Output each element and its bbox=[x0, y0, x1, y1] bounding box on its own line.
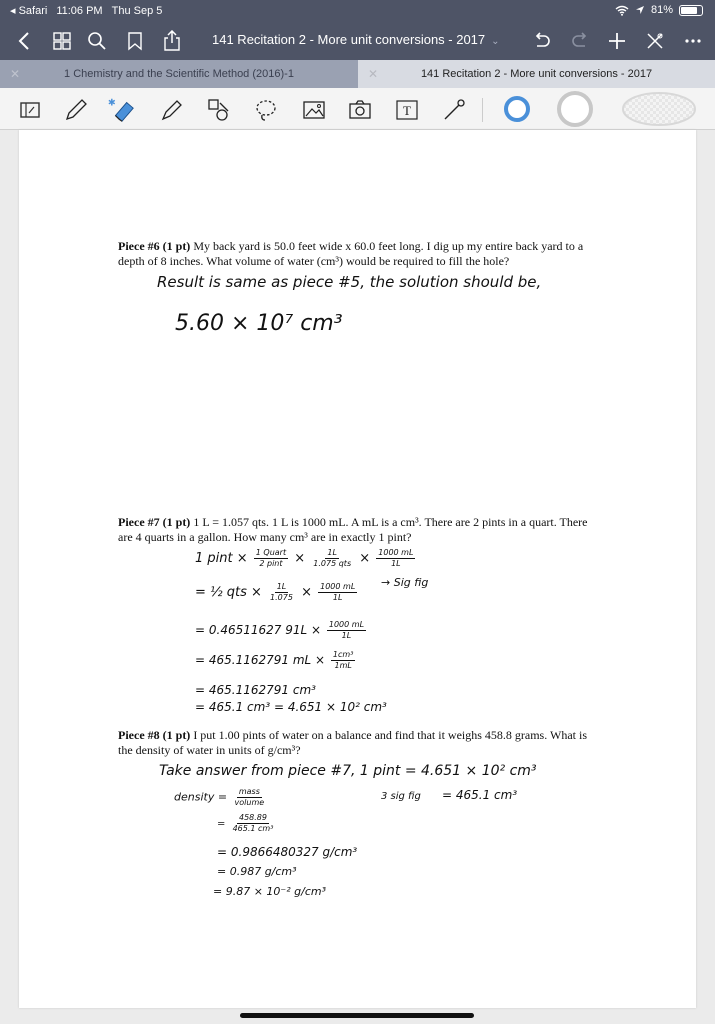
fraction-numerator: 1000 mL bbox=[328, 620, 365, 629]
search-icon[interactable] bbox=[85, 29, 109, 53]
piece-7-step-3 bbox=[195, 620, 368, 641]
tab-label: 1 Chemistry and the Scientific Method (2016)-1 bbox=[64, 68, 294, 80]
fraction-numerator: 1L bbox=[276, 582, 287, 591]
laser-pointer-icon[interactable] bbox=[440, 96, 468, 124]
annotation-toolbar bbox=[0, 88, 715, 130]
status-bar bbox=[0, 0, 715, 22]
shapes-tool-icon[interactable] bbox=[205, 96, 233, 124]
pen-tool-icon[interactable] bbox=[62, 96, 90, 124]
fraction-numerator: 1cm³ bbox=[332, 650, 354, 659]
piece-7-heading: Piece #7 (1 pt) bbox=[118, 515, 191, 529]
tab-recitation-2[interactable] bbox=[358, 60, 715, 88]
bookmark-icon[interactable] bbox=[123, 29, 147, 53]
tab-label: 141 Recitation 2 - More unit conversions - 2017 bbox=[420, 68, 653, 80]
fraction-denominator: 465.1 cm³ bbox=[232, 824, 274, 833]
piece-7-step-6: = 465.1 cm³ = 4.651 × 10² cm³ bbox=[195, 700, 387, 714]
battery-level bbox=[681, 7, 697, 14]
piece-7-step-5: = 465.1162791 cm³ bbox=[195, 683, 316, 697]
piece-7-step-1: 1 pint × $\frac{\text{1 Quart}}{\text{2 pint}}$ × $\frac{1L}{\text{1.075 qts}}$ × $\frac{1000 mL}{1L}$ bbox=[195, 548, 414, 568]
text-tool-icon[interactable] bbox=[393, 96, 421, 124]
piece-8-result-1: = 0.9866480327 g/cm³ bbox=[217, 845, 358, 859]
step-text: = 465.1162791 mL × bbox=[195, 653, 326, 667]
piece-8-result-3: = 9.87 × 10⁻² g/cm³ bbox=[213, 885, 326, 898]
piece-8-heading: Piece #8 (1 pt) bbox=[118, 728, 191, 742]
toolbar-divider bbox=[482, 98, 483, 122]
camera-tool-icon[interactable] bbox=[346, 96, 374, 124]
piece-8-result-2: = 0.987 g/cm³ bbox=[217, 865, 297, 878]
piece-8-substitution: = $\frac{458.89}{\text{465.1 cm³}}$ bbox=[217, 813, 274, 833]
density-label: density = bbox=[174, 790, 228, 804]
highlighter-tool-icon[interactable] bbox=[158, 96, 186, 124]
battery-percent: 81% bbox=[650, 4, 673, 16]
fraction-denominator: 2 pint bbox=[259, 559, 283, 568]
fraction bbox=[233, 787, 267, 808]
location-icon bbox=[635, 5, 645, 15]
grid-view-icon[interactable] bbox=[50, 29, 74, 53]
piece-7-step-4 bbox=[195, 650, 357, 671]
title-chevron-icon: ⌄ bbox=[491, 36, 500, 47]
fraction bbox=[231, 813, 276, 834]
wifi-icon bbox=[615, 5, 629, 16]
fraction-numerator: 1000 mL bbox=[320, 582, 356, 591]
piece-8-line-1: Take answer from piece #7, 1 pint = 4.651 × 10² cm³ bbox=[159, 763, 537, 779]
svg-text:✱: ✱ bbox=[108, 97, 116, 109]
fraction-denominator: 1L bbox=[341, 631, 352, 640]
magic-tools-icon[interactable] bbox=[643, 29, 667, 53]
nav-bar bbox=[0, 22, 715, 60]
step-text: = ½ qts × bbox=[195, 585, 262, 600]
fraction-denominator: 1mL bbox=[334, 661, 352, 670]
fraction bbox=[327, 620, 366, 641]
image-tool-icon[interactable] bbox=[300, 96, 328, 124]
piece-6-question bbox=[118, 239, 603, 268]
step-text: = 0.46511627 91L × bbox=[195, 623, 322, 637]
fraction-denominator: 1L bbox=[332, 593, 343, 602]
step-text: 1 pint × bbox=[195, 551, 248, 566]
eraser-tool-icon[interactable] bbox=[108, 96, 136, 124]
piece-6-answer-value: 5.60 × 10⁷ cm³ bbox=[175, 311, 343, 336]
fraction-denominator: volume bbox=[234, 798, 265, 807]
fraction bbox=[268, 582, 295, 603]
text-tool-glyph: T bbox=[403, 103, 411, 118]
fraction-denominator: 1L bbox=[391, 559, 401, 568]
piece-6-answer-line-1: Result is same as piece #5, the solution should be, bbox=[157, 273, 542, 291]
read-only-icon[interactable] bbox=[16, 96, 44, 124]
color-swatch-transparent[interactable] bbox=[620, 90, 698, 128]
piece-7-step-2: = ½ qts × $\frac{1L}{1.075}$ × $\frac{1000 mL}{1L}$ bbox=[195, 582, 356, 602]
back-chevron-icon[interactable] bbox=[12, 29, 36, 53]
sig-fig-note-3: 3 sig fig bbox=[381, 791, 421, 802]
piece-7-question bbox=[118, 515, 603, 544]
document-tab-bar bbox=[0, 60, 715, 88]
fraction bbox=[311, 548, 353, 569]
undo-icon[interactable] bbox=[530, 29, 554, 53]
fraction-denominator: 1.075 bbox=[270, 593, 293, 602]
more-icon[interactable] bbox=[681, 29, 705, 53]
piece-8-question bbox=[118, 728, 603, 757]
volume-note: = 465.1 cm³ bbox=[442, 788, 518, 802]
add-icon[interactable] bbox=[605, 29, 629, 53]
document-page[interactable] bbox=[19, 130, 696, 1008]
fraction-denominator: 1.075 qts bbox=[313, 559, 352, 568]
close-tab-icon[interactable]: ✕ bbox=[10, 67, 21, 81]
fraction-numerator: 1 Quart bbox=[255, 548, 287, 557]
fraction-numerator: mass bbox=[238, 787, 260, 796]
piece-6-text: My back yard is 50.0 feet wide x 60.0 feet long. I dig up my entire back yard to a depth of 8 inches. What volume of water (cm³) would be required to fill the hole? bbox=[118, 239, 584, 268]
color-swatch-white[interactable] bbox=[556, 90, 594, 128]
back-to-app-link[interactable]: ◂ Safari bbox=[10, 5, 48, 17]
home-indicator[interactable] bbox=[240, 1013, 474, 1018]
fraction-numerator: 1000 mL bbox=[378, 548, 414, 557]
fraction bbox=[318, 582, 357, 603]
lasso-tool-icon[interactable] bbox=[252, 96, 280, 124]
share-icon[interactable] bbox=[160, 29, 184, 53]
status-date: Thu Sep 5 bbox=[111, 4, 163, 17]
fraction-numerator: 458.89 bbox=[238, 813, 267, 822]
piece-8-text: I put 1.00 pints of water on a balance and find that it weighs 458.8 grams. What is the density of water in units of g/cm³? bbox=[118, 728, 588, 757]
fraction bbox=[376, 548, 415, 569]
piece-8-density-formula bbox=[174, 787, 268, 808]
color-swatch-blue[interactable] bbox=[502, 94, 532, 124]
fraction bbox=[254, 548, 288, 569]
document-title-text: 141 Recitation 2 - More unit conversions - 2017 bbox=[212, 32, 486, 47]
redo-icon[interactable] bbox=[568, 29, 592, 53]
document-title[interactable] bbox=[212, 32, 500, 47]
piece-6-heading: Piece #6 (1 pt) bbox=[118, 239, 191, 253]
status-time: 11:06 PM bbox=[56, 4, 103, 17]
piece-7-text: 1 L = 1.057 qts. 1 L is 1000 mL. A mL is a cm³. There are 2 pints in a quart. There are 4 quarts in a gallon. How many cm³ are in exactly 1 pint? bbox=[118, 515, 588, 544]
sig-fig-note: → Sig fig bbox=[381, 576, 429, 589]
close-tab-icon[interactable]: ✕ bbox=[368, 67, 379, 81]
fraction-numerator: 1L bbox=[327, 548, 337, 557]
fraction bbox=[331, 650, 356, 671]
battery-icon bbox=[679, 5, 703, 16]
tab-chemistry-scientific-method[interactable] bbox=[0, 60, 358, 88]
